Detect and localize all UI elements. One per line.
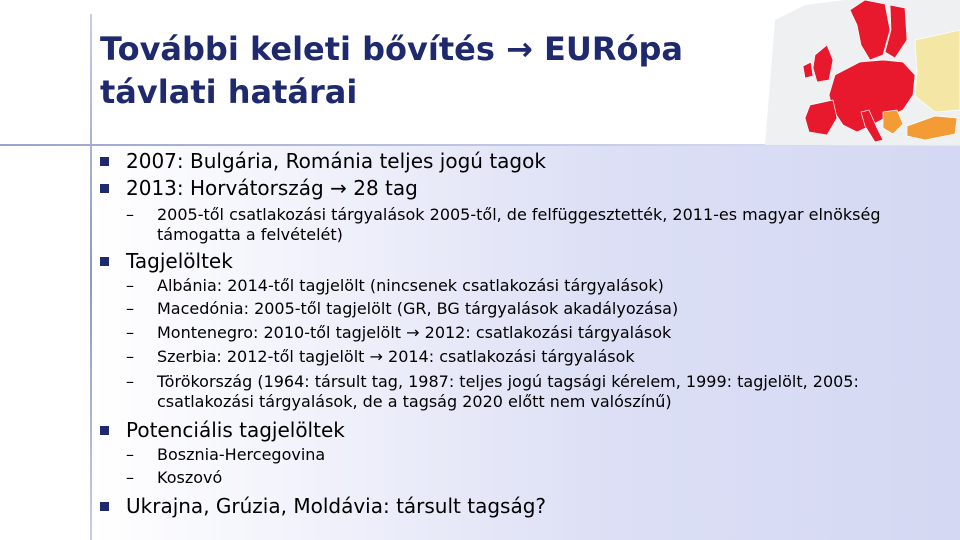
title-line-1: További keleti bővítés → EURópa [100,30,683,68]
dash-icon: – [126,347,134,366]
dash-icon: – [126,205,134,224]
vertical-rule [90,14,92,540]
map-east [915,30,960,112]
dash-icon: – [126,468,134,487]
dash-icon: – [126,372,134,391]
dash-icon: – [126,299,134,318]
arrow-right-icon: → [506,30,533,68]
arrow-right-icon: → [369,347,383,366]
arrow-right-icon: → [330,176,347,200]
slide-title [100,28,740,114]
square-bullet-icon [100,502,109,511]
dash-icon: – [126,323,134,342]
square-bullet-icon [100,157,109,166]
arrow-right-icon: → [406,323,420,342]
dash-icon: – [126,445,134,464]
title-line-2: távlati határai [100,73,358,111]
square-bullet-icon [100,184,109,193]
europe-map-icon [765,0,960,145]
square-bullet-icon [100,257,109,266]
square-bullet-icon [100,426,109,435]
dash-icon: – [126,276,134,295]
